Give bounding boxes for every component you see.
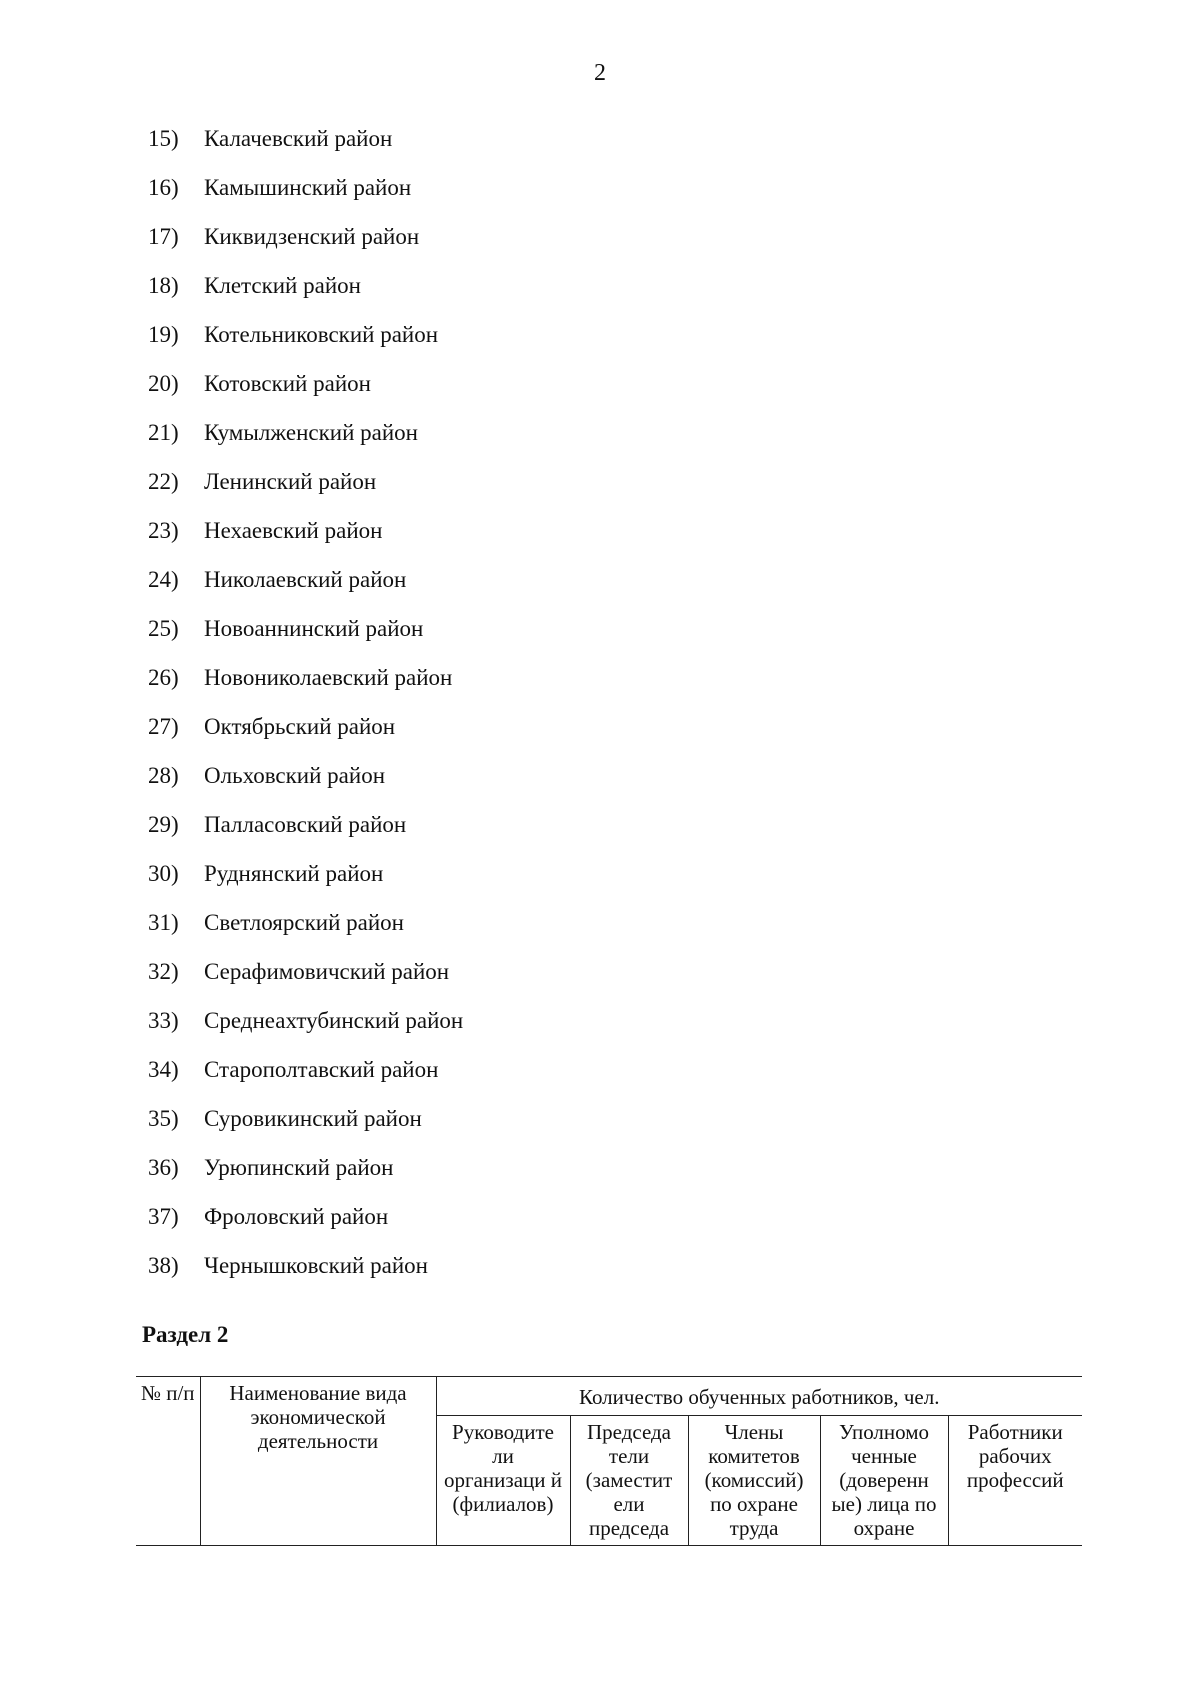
- list-item: [148, 1106, 463, 1155]
- list-item-label: Октябрьский район: [204, 714, 396, 739]
- list-item-number: 31): [148, 910, 179, 935]
- list-item: [148, 861, 463, 910]
- list-item-number: 22): [148, 469, 179, 494]
- list-item: [148, 273, 463, 322]
- list-item-number: 15): [148, 126, 179, 151]
- list-item-label: Палласовский район: [204, 812, 407, 837]
- list-item-label: Серафимовичский район: [204, 959, 450, 984]
- list-item-number: 26): [148, 665, 179, 690]
- list-item: [148, 763, 463, 812]
- list-item-number: 33): [148, 1008, 179, 1033]
- list-item-label: Урюпинский район: [204, 1155, 394, 1180]
- list-item-label: Новоаннинский район: [204, 616, 424, 641]
- list-item-label: Калачевский район: [204, 126, 393, 151]
- column-header-committee-members: Члены комитетов (комиссий) по охране труда: [688, 1416, 820, 1546]
- column-header-number: № п/п: [136, 1377, 200, 1546]
- list-item-number: 23): [148, 518, 179, 543]
- list-item: [148, 910, 463, 959]
- list-item: [148, 1057, 463, 1106]
- list-item-label: Котельниковский район: [204, 322, 439, 347]
- column-header-managers: Руководите ли организаци й (филиалов): [436, 1416, 570, 1546]
- list-item: [148, 567, 463, 616]
- column-header-activity: Наименование вида экономической деятельности: [200, 1377, 436, 1546]
- list-item-label: Нехаевский район: [204, 518, 383, 543]
- list-item: [148, 1253, 463, 1302]
- list-item-label: Ольховский район: [204, 763, 386, 788]
- list-item-number: 35): [148, 1106, 179, 1131]
- column-header-authorized-persons: Уполномо ченные (доверенн ые) лица по охране: [820, 1416, 948, 1546]
- list-item-label: Фроловский район: [204, 1204, 389, 1229]
- list-item: [148, 1155, 463, 1204]
- list-item-number: 16): [148, 175, 179, 200]
- list-item: [148, 175, 463, 224]
- column-header-chairs: Председа тели (заместит ели председа: [570, 1416, 688, 1546]
- training-table: [136, 1376, 1082, 1546]
- table: [136, 1376, 1082, 1546]
- list-item: [148, 714, 463, 763]
- list-item-label: Старополтавский район: [204, 1057, 439, 1082]
- column-header-workers: Работники рабочих профессий: [948, 1416, 1082, 1546]
- table-header-row: [136, 1377, 1082, 1416]
- list-item-number: 21): [148, 420, 179, 445]
- list-item: [148, 812, 463, 861]
- list-item-number: 28): [148, 763, 179, 788]
- list-item-label: Киквидзенский район: [204, 224, 420, 249]
- list-item-number: 25): [148, 616, 179, 641]
- list-item-number: 20): [148, 371, 179, 396]
- section-heading: Раздел 2: [142, 1322, 229, 1347]
- list-item: [148, 126, 463, 175]
- list-item: [148, 371, 463, 420]
- list-item-number: 36): [148, 1155, 179, 1180]
- list-item-label: Клетский район: [204, 273, 361, 298]
- list-item-number: 29): [148, 812, 179, 837]
- list-item-label: Светлоярский район: [204, 910, 404, 935]
- list-item-number: 34): [148, 1057, 179, 1082]
- list-item-label: Чернышковский район: [204, 1253, 428, 1278]
- list-item-label: Новониколаевский район: [204, 665, 453, 690]
- list-item-number: 30): [148, 861, 179, 886]
- list-item-number: 24): [148, 567, 179, 592]
- list-item-label: Николаевский район: [204, 567, 407, 592]
- list-item-label: Среднеахтубинский район: [204, 1008, 464, 1033]
- list-item: [148, 1204, 463, 1253]
- list-item: [148, 469, 463, 518]
- list-item: [148, 959, 463, 1008]
- list-item-number: 17): [148, 224, 179, 249]
- list-item-label: Котовский район: [204, 371, 371, 396]
- list-item-number: 19): [148, 322, 179, 347]
- district-list: [148, 126, 463, 1302]
- list-item-label: Кумылженский район: [204, 420, 418, 445]
- list-item-label: Суровикинский район: [204, 1106, 422, 1131]
- list-item-number: 37): [148, 1204, 179, 1229]
- list-item: [148, 224, 463, 273]
- list-item-label: Ленинский район: [204, 469, 377, 494]
- list-item: [148, 1008, 463, 1057]
- list-item-label: Камышинский район: [204, 175, 412, 200]
- list-item: [148, 420, 463, 469]
- list-item: [148, 616, 463, 665]
- list-item-number: 38): [148, 1253, 179, 1278]
- list-item: [148, 518, 463, 567]
- list-item: [148, 322, 463, 371]
- list-item-number: 32): [148, 959, 179, 984]
- column-group-header: Количество обученных работников, чел.: [436, 1377, 1082, 1416]
- list-item-number: 27): [148, 714, 179, 739]
- page-number: 2: [594, 60, 606, 86]
- list-item-label: Руднянский район: [204, 861, 384, 886]
- list-item-number: 18): [148, 273, 179, 298]
- list-item: [148, 665, 463, 714]
